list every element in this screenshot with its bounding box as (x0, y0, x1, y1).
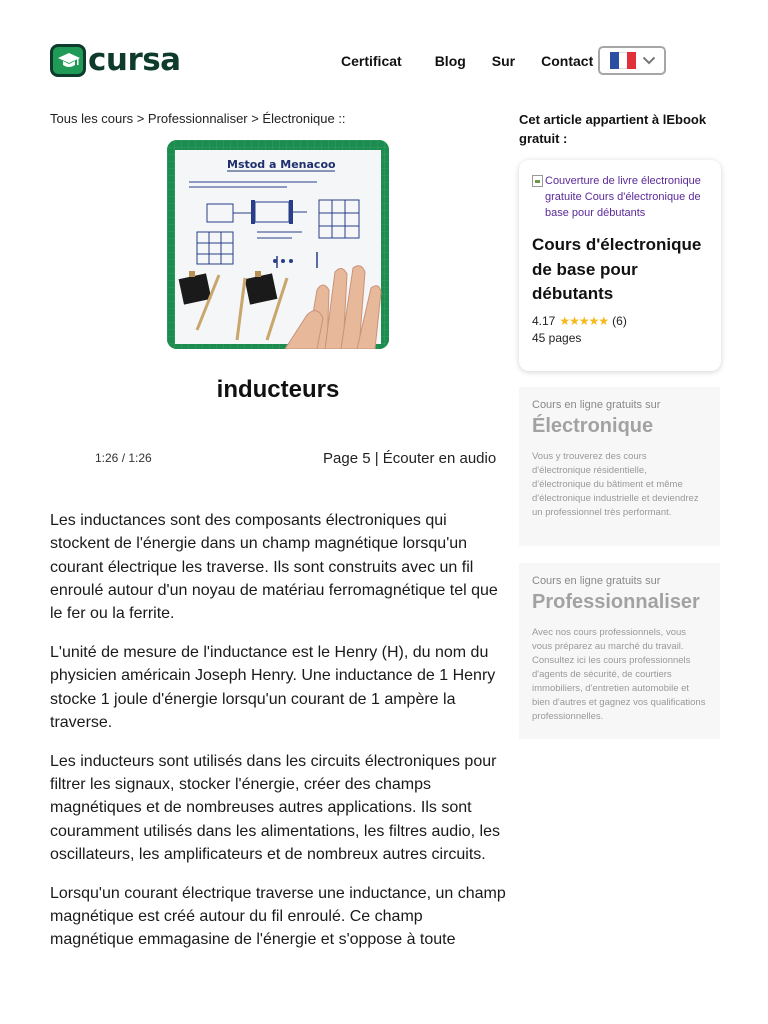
nav-certificat[interactable]: Certificat (341, 53, 402, 69)
star-icons: ★★★★★ (559, 313, 609, 328)
promo-heading: Électronique (532, 415, 654, 437)
nav-blog[interactable]: Blog (434, 53, 466, 69)
promo-heading: Professionnaliser (532, 591, 700, 613)
promo-professionnaliser[interactable] (519, 563, 720, 739)
france-flag-icon (610, 52, 636, 69)
broken-image-icon (532, 175, 543, 187)
rating-value: 4.17 (532, 313, 556, 328)
language-selector[interactable] (598, 46, 666, 75)
article-paragraph: Lorsqu'un courant électrique traverse une inductance, un champ magnétique est créé autour du fil enroulé. Ce champ magnétique emmagasine de l'énergie et s'oppose à toute (50, 884, 506, 949)
article-paragraph: L'unité de mesure de l'inductance est le Henry (H), du nom du physicien américain Joseph Henry. Une inductance de 1 Henry stocke 1 joule d'énergie lorsqu'un courant de 1 ampère la traverse. (50, 643, 496, 731)
promo-description: Avec nos cours professionnels, vous vous préparez au marché du travail. Consultez ici les cours professionnels d'agents de sécurité, de courtiers immobiliers, d'entretien automobile et bien d'autres et gagnez vos qualifications professionnelles. (532, 627, 706, 722)
listen-audio-link[interactable]: Page 5 | Écouter en audio (323, 450, 497, 467)
ebook-card[interactable] (519, 160, 721, 371)
chevron-down-icon (642, 56, 656, 65)
promo-electronique[interactable] (519, 387, 720, 546)
brand-name: cursa (88, 42, 181, 78)
audio-player-time[interactable]: 1:26 / 1:26 (95, 451, 152, 465)
article-paragraph: Les inductances sont des composants électroniques qui stockent de l'énergie dans un champ magnétique lorsqu'un courant électrique les traverse. Ils sont construits avec un fil enroulé autour d'un noyau de matériau ferromagnétique tel que le fer ou la ferrite. (50, 512, 498, 623)
hero-heading: Mstod a Menacoo (227, 158, 336, 171)
promo-kicker: Cours en ligne gratuits sur (532, 575, 661, 587)
review-count: (6) (612, 313, 627, 328)
main-nav (341, 53, 593, 69)
article-body (50, 509, 508, 967)
ebook-cover-image[interactable] (532, 173, 708, 221)
graduation-cap-icon (50, 44, 86, 77)
ebook-rating (532, 314, 708, 328)
article-paragraph: Les inducteurs sont utilisés dans les circuits électroniques pour filtrer les signaux, stocker l'énergie, créer des champs magnétiques et de nombreuses autres applications. Ils sont couramment utilisés dans les alimentations, les filtres audio, les oscillateurs, les amplificateurs et de nombreux autres circuits. (50, 752, 500, 863)
nav-contact[interactable]: Contact (541, 53, 594, 69)
article-image (167, 140, 389, 349)
ebook-pages: 45 pages (532, 330, 582, 345)
promo-description: Vous y trouverez des cours d'électronique résidentielle, d'électronique du bâtiment et même d'électronique industrielle et deviendrez un professionnel très performant. (532, 451, 699, 518)
ebook-label: Cet article appartient à lEbook gratuit : (519, 112, 707, 146)
promo-kicker: Cours en ligne gratuits sur (532, 399, 661, 411)
ebook-title[interactable]: Cours d'électronique de base pour débutants (532, 235, 702, 303)
breadcrumb[interactable]: Tous les cours > Professionnaliser > Électronique :: (50, 111, 346, 126)
nav-sur[interactable]: Sur (491, 53, 516, 69)
ebook-cover-alt: Couverture de livre électronique gratuite Cours d'électronique de base pour débutants (545, 175, 701, 219)
header (0, 0, 768, 110)
cursa-logo[interactable] (50, 44, 181, 77)
article-title: inducteurs (216, 376, 340, 403)
